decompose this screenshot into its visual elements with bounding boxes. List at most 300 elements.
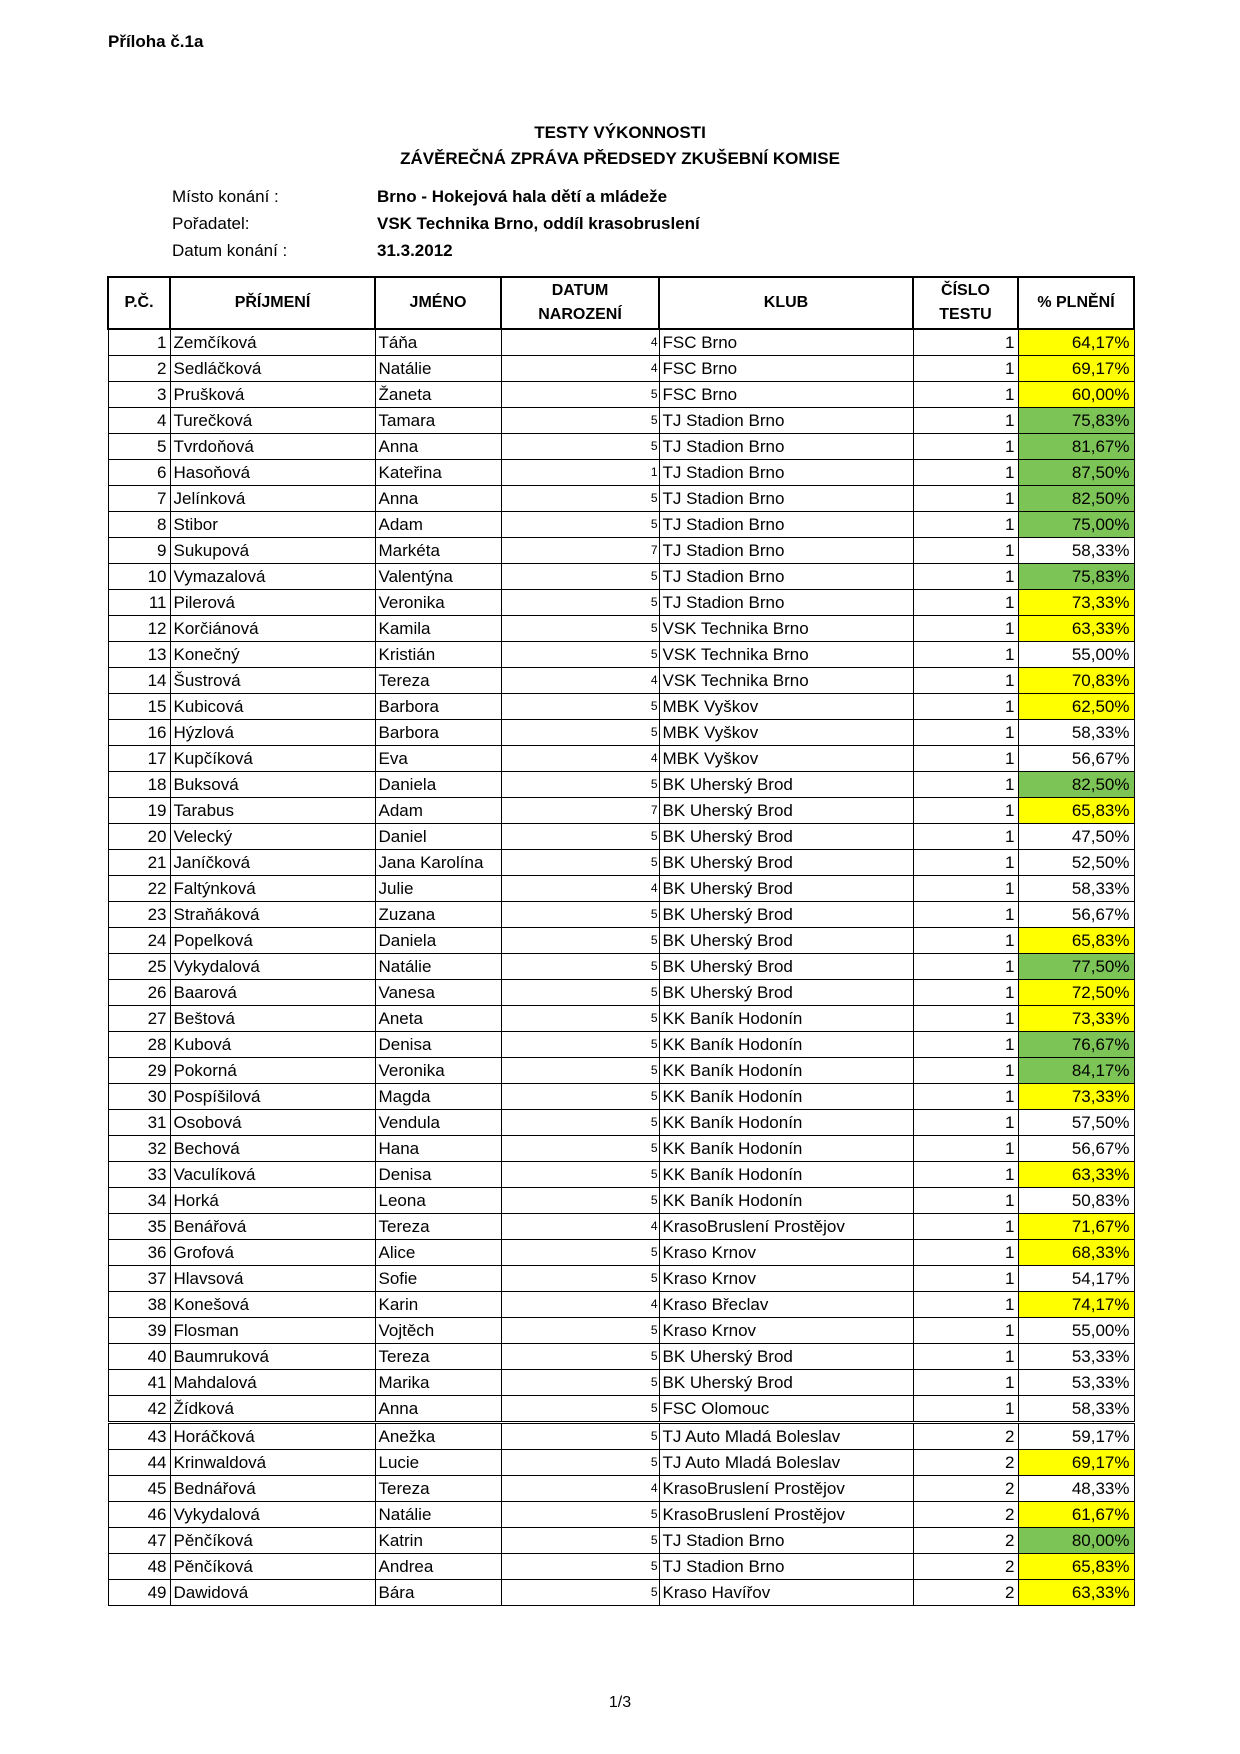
col-header-club: KLUB: [659, 277, 913, 329]
cell-number: 6: [108, 460, 170, 486]
cell-club: KK Baník Hodonín: [659, 1188, 913, 1214]
cell-number: 29: [108, 1058, 170, 1084]
cell-test: 1: [913, 564, 1018, 590]
cell-number: 31: [108, 1110, 170, 1136]
cell-name: Anežka: [375, 1423, 501, 1450]
table-row: [108, 329, 1134, 356]
table-row: [108, 434, 1134, 460]
cell-club: BK Uherský Brod: [659, 902, 913, 928]
cell-name: Leona: [375, 1188, 501, 1214]
cell-number: 35: [108, 1214, 170, 1240]
table-row: [108, 694, 1134, 720]
cell-club: TJ Stadion Brno: [659, 408, 913, 434]
cell-club: Kraso Krnov: [659, 1240, 913, 1266]
cell-test: 1: [913, 954, 1018, 980]
cell-number: 7: [108, 486, 170, 512]
cell-surname: Žídková: [170, 1396, 375, 1423]
cell-test: 1: [913, 1032, 1018, 1058]
cell-club: TJ Auto Mladá Boleslav: [659, 1423, 913, 1450]
cell-number: 25: [108, 954, 170, 980]
cell-club: BK Uherský Brod: [659, 954, 913, 980]
cell-club: BK Uherský Brod: [659, 1344, 913, 1370]
table-row: [108, 590, 1134, 616]
cell-pct: 82,50%: [1018, 772, 1134, 798]
cell-number: 20: [108, 824, 170, 850]
cell-dob: 5: [501, 1318, 659, 1344]
cell-number: 33: [108, 1162, 170, 1188]
cell-test: 1: [913, 850, 1018, 876]
table-row: [108, 850, 1134, 876]
table-row: [108, 1214, 1134, 1240]
cell-number: 17: [108, 746, 170, 772]
cell-test: 2: [913, 1528, 1018, 1554]
cell-club: MBK Vyškov: [659, 694, 913, 720]
cell-number: 11: [108, 590, 170, 616]
cell-surname: Pokorná: [170, 1058, 375, 1084]
table-body: [108, 329, 1134, 1606]
cell-dob: 5: [501, 642, 659, 668]
cell-number: 32: [108, 1136, 170, 1162]
cell-number: 18: [108, 772, 170, 798]
cell-club: BK Uherský Brod: [659, 850, 913, 876]
cell-club: VSK Technika Brno: [659, 616, 913, 642]
cell-pct: 63,33%: [1018, 1580, 1134, 1606]
cell-dob: 5: [501, 1528, 659, 1554]
cell-number: 14: [108, 668, 170, 694]
cell-surname: Tarabus: [170, 798, 375, 824]
cell-surname: Šustrová: [170, 668, 375, 694]
cell-club: BK Uherský Brod: [659, 772, 913, 798]
cell-test: 1: [913, 382, 1018, 408]
table-row: [108, 1006, 1134, 1032]
cell-test: 1: [913, 1396, 1018, 1423]
cell-dob: 4: [501, 1214, 659, 1240]
cell-pct: 73,33%: [1018, 590, 1134, 616]
cell-number: 16: [108, 720, 170, 746]
table-row: [108, 1528, 1134, 1554]
cell-dob: 5: [501, 902, 659, 928]
col-header-test: [913, 277, 1018, 329]
cell-dob: 5: [501, 1344, 659, 1370]
cell-pct: 65,83%: [1018, 1554, 1134, 1580]
cell-dob: 4: [501, 746, 659, 772]
table-row: [108, 1344, 1134, 1370]
meta-date: [172, 237, 700, 264]
table-row: [108, 1396, 1134, 1423]
cell-dob: 5: [501, 954, 659, 980]
table-row: [108, 720, 1134, 746]
cell-number: 19: [108, 798, 170, 824]
cell-number: 43: [108, 1423, 170, 1450]
cell-number: 42: [108, 1396, 170, 1423]
cell-pct: 64,17%: [1018, 329, 1134, 356]
meta-date-label: Datum konání :: [172, 241, 288, 260]
cell-surname: Velecký: [170, 824, 375, 850]
cell-test: 1: [913, 1162, 1018, 1188]
cell-dob: 5: [501, 1554, 659, 1580]
cell-name: Tereza: [375, 1344, 501, 1370]
cell-pct: 70,83%: [1018, 668, 1134, 694]
cell-test: 1: [913, 694, 1018, 720]
cell-test: 1: [913, 356, 1018, 382]
cell-club: KrasoBruslení Prostějov: [659, 1214, 913, 1240]
report-titles: [0, 120, 1240, 172]
cell-test: 1: [913, 980, 1018, 1006]
cell-pct: 84,17%: [1018, 1058, 1134, 1084]
cell-pct: 61,67%: [1018, 1502, 1134, 1528]
cell-pct: 58,33%: [1018, 1396, 1134, 1423]
page-number: 1/3: [608, 1694, 632, 1711]
cell-club: TJ Stadion Brno: [659, 590, 913, 616]
cell-club: VSK Technika Brno: [659, 668, 913, 694]
cell-dob: 5: [501, 720, 659, 746]
cell-surname: Krinwaldová: [170, 1450, 375, 1476]
cell-surname: Sukupová: [170, 538, 375, 564]
col-header-pct: % PLNĚNÍ: [1018, 277, 1134, 329]
cell-test: 1: [913, 902, 1018, 928]
cell-club: BK Uherský Brod: [659, 798, 913, 824]
cell-name: Tamara: [375, 408, 501, 434]
cell-club: BK Uherský Brod: [659, 1370, 913, 1396]
cell-dob: 4: [501, 668, 659, 694]
cell-club: FSC Brno: [659, 356, 913, 382]
cell-number: 47: [108, 1528, 170, 1554]
table-row: [108, 876, 1134, 902]
cell-test: 1: [913, 746, 1018, 772]
cell-test: 1: [913, 329, 1018, 356]
cell-number: 24: [108, 928, 170, 954]
cell-name: Aneta: [375, 1006, 501, 1032]
cell-pct: 48,33%: [1018, 1476, 1134, 1502]
col-header-name: JMÉNO: [375, 277, 501, 329]
cell-name: Anna: [375, 1396, 501, 1423]
cell-pct: 55,00%: [1018, 1318, 1134, 1344]
cell-surname: Flosman: [170, 1318, 375, 1344]
cell-club: VSK Technika Brno: [659, 642, 913, 668]
cell-name: Karin: [375, 1292, 501, 1318]
cell-name: Anna: [375, 486, 501, 512]
cell-surname: Turečková: [170, 408, 375, 434]
meta-place-label: Místo konání :: [172, 187, 279, 206]
cell-dob: 4: [501, 1476, 659, 1502]
cell-number: 28: [108, 1032, 170, 1058]
cell-test: 2: [913, 1580, 1018, 1606]
cell-number: 41: [108, 1370, 170, 1396]
cell-surname: Vymazalová: [170, 564, 375, 590]
cell-number: 10: [108, 564, 170, 590]
cell-surname: Faltýnková: [170, 876, 375, 902]
cell-surname: Hlavsová: [170, 1266, 375, 1292]
table-row: [108, 746, 1134, 772]
cell-club: FSC Brno: [659, 329, 913, 356]
cell-test: 1: [913, 668, 1018, 694]
meta-organizer-label: Pořadatel:: [172, 214, 250, 233]
cell-club: MBK Vyškov: [659, 720, 913, 746]
cell-test: 1: [913, 538, 1018, 564]
cell-surname: Hasoňová: [170, 460, 375, 486]
cell-name: Bára: [375, 1580, 501, 1606]
cell-pct: 80,00%: [1018, 1528, 1134, 1554]
cell-number: 30: [108, 1084, 170, 1110]
cell-surname: Kubová: [170, 1032, 375, 1058]
cell-name: Valentýna: [375, 564, 501, 590]
cell-dob: 5: [501, 1110, 659, 1136]
table-row: [108, 1188, 1134, 1214]
cell-pct: 76,67%: [1018, 1032, 1134, 1058]
cell-dob: 4: [501, 329, 659, 356]
cell-name: Kristián: [375, 642, 501, 668]
cell-number: 40: [108, 1344, 170, 1370]
cell-club: BK Uherský Brod: [659, 980, 913, 1006]
cell-pct: 58,33%: [1018, 876, 1134, 902]
table-row: [108, 1318, 1134, 1344]
table-row: [108, 954, 1134, 980]
meta-place-value: Brno - Hokejová hala dětí a mládeže: [377, 187, 668, 206]
cell-dob: 5: [501, 382, 659, 408]
cell-number: 4: [108, 408, 170, 434]
cell-name: Natálie: [375, 1502, 501, 1528]
cell-club: KrasoBruslení Prostějov: [659, 1476, 913, 1502]
col-header-dob-line2: NAROZENÍ: [538, 306, 622, 323]
cell-pct: 53,33%: [1018, 1370, 1134, 1396]
table-row: [108, 1450, 1134, 1476]
table-row: [108, 1292, 1134, 1318]
table-row: [108, 902, 1134, 928]
cell-dob: 5: [501, 928, 659, 954]
cell-pct: 62,50%: [1018, 694, 1134, 720]
cell-dob: 5: [501, 1162, 659, 1188]
cell-club: KK Baník Hodonín: [659, 1058, 913, 1084]
table-row: [108, 1032, 1134, 1058]
cell-club: KK Baník Hodonín: [659, 1162, 913, 1188]
cell-dob: 5: [501, 1370, 659, 1396]
cell-name: Jana Karolína: [375, 850, 501, 876]
cell-surname: Vykydalová: [170, 954, 375, 980]
cell-pct: 56,67%: [1018, 746, 1134, 772]
cell-pct: 56,67%: [1018, 902, 1134, 928]
cell-pct: 63,33%: [1018, 616, 1134, 642]
cell-test: 1: [913, 642, 1018, 668]
cell-dob: 5: [501, 1240, 659, 1266]
cell-club: BK Uherský Brod: [659, 876, 913, 902]
cell-dob: 5: [501, 1450, 659, 1476]
cell-surname: Beštová: [170, 1006, 375, 1032]
cell-number: 49: [108, 1580, 170, 1606]
cell-dob: 4: [501, 356, 659, 382]
cell-pct: 60,00%: [1018, 382, 1134, 408]
cell-number: 21: [108, 850, 170, 876]
cell-surname: Konešová: [170, 1292, 375, 1318]
cell-name: Natálie: [375, 954, 501, 980]
cell-pct: 56,67%: [1018, 1136, 1134, 1162]
cell-number: 2: [108, 356, 170, 382]
cell-dob: 4: [501, 1292, 659, 1318]
cell-name: Marika: [375, 1370, 501, 1396]
cell-surname: Janíčková: [170, 850, 375, 876]
cell-dob: 5: [501, 1188, 659, 1214]
cell-name: Andrea: [375, 1554, 501, 1580]
cell-surname: Straňáková: [170, 902, 375, 928]
cell-test: 1: [913, 616, 1018, 642]
cell-name: Lucie: [375, 1450, 501, 1476]
cell-name: Katrin: [375, 1528, 501, 1554]
cell-club: Kraso Krnov: [659, 1318, 913, 1344]
cell-surname: Popelková: [170, 928, 375, 954]
meta-organizer-value: VSK Technika Brno, oddíl krasobruslení: [377, 214, 700, 233]
cell-name: Barbora: [375, 720, 501, 746]
cell-dob: 5: [501, 772, 659, 798]
cell-test: 2: [913, 1423, 1018, 1450]
cell-name: Daniela: [375, 928, 501, 954]
cell-test: 1: [913, 1370, 1018, 1396]
table-row: [108, 798, 1134, 824]
table-row: [108, 980, 1134, 1006]
meta-block: [172, 183, 700, 264]
col-header-pc: P.Č.: [108, 277, 170, 329]
cell-test: 2: [913, 1450, 1018, 1476]
cell-number: 12: [108, 616, 170, 642]
cell-dob: 5: [501, 1502, 659, 1528]
cell-number: 36: [108, 1240, 170, 1266]
table-row: [108, 1476, 1134, 1502]
cell-surname: Konečný: [170, 642, 375, 668]
table-row: [108, 824, 1134, 850]
table-row: [108, 1266, 1134, 1292]
cell-surname: Stibor: [170, 512, 375, 538]
cell-pct: 47,50%: [1018, 824, 1134, 850]
cell-dob: 5: [501, 1266, 659, 1292]
cell-club: KK Baník Hodonín: [659, 1136, 913, 1162]
cell-surname: Prušková: [170, 382, 375, 408]
cell-pct: 72,50%: [1018, 980, 1134, 1006]
cell-club: KK Baník Hodonín: [659, 1084, 913, 1110]
cell-name: Veronika: [375, 590, 501, 616]
cell-surname: Pěnčíková: [170, 1554, 375, 1580]
cell-name: Vendula: [375, 1110, 501, 1136]
cell-test: 1: [913, 486, 1018, 512]
col-header-surname: PŘÍJMENÍ: [170, 277, 375, 329]
cell-test: 1: [913, 1058, 1018, 1084]
table-row: [108, 408, 1134, 434]
cell-test: 1: [913, 1240, 1018, 1266]
cell-pct: 75,83%: [1018, 564, 1134, 590]
cell-test: 1: [913, 1136, 1018, 1162]
cell-number: 48: [108, 1554, 170, 1580]
cell-pct: 77,50%: [1018, 954, 1134, 980]
cell-number: 8: [108, 512, 170, 538]
table-row: [108, 772, 1134, 798]
table-row: [108, 616, 1134, 642]
cell-pct: 73,33%: [1018, 1006, 1134, 1032]
cell-pct: 69,17%: [1018, 1450, 1134, 1476]
cell-name: Tereza: [375, 668, 501, 694]
meta-date-value: 31.3.2012: [377, 241, 453, 260]
cell-club: TJ Stadion Brno: [659, 538, 913, 564]
cell-name: Hana: [375, 1136, 501, 1162]
cell-surname: Jelínková: [170, 486, 375, 512]
cell-number: 5: [108, 434, 170, 460]
cell-name: Adam: [375, 512, 501, 538]
cell-name: Zuzana: [375, 902, 501, 928]
cell-name: Kateřina: [375, 460, 501, 486]
cell-surname: Korčiánová: [170, 616, 375, 642]
cell-dob: 5: [501, 1580, 659, 1606]
cell-test: 1: [913, 512, 1018, 538]
cell-number: 45: [108, 1476, 170, 1502]
cell-dob: 5: [501, 980, 659, 1006]
cell-test: 1: [913, 928, 1018, 954]
cell-number: 34: [108, 1188, 170, 1214]
cell-club: TJ Stadion Brno: [659, 460, 913, 486]
cell-name: Žaneta: [375, 382, 501, 408]
cell-dob: 5: [501, 512, 659, 538]
cell-name: Adam: [375, 798, 501, 824]
cell-surname: Vaculíková: [170, 1162, 375, 1188]
cell-number: 3: [108, 382, 170, 408]
cell-surname: Baumruková: [170, 1344, 375, 1370]
cell-dob: 7: [501, 798, 659, 824]
table-row: [108, 512, 1134, 538]
cell-test: 1: [913, 798, 1018, 824]
col-header-dob: [501, 277, 659, 329]
cell-pct: 59,17%: [1018, 1423, 1134, 1450]
table-row: [108, 642, 1134, 668]
cell-surname: Osobová: [170, 1110, 375, 1136]
cell-name: Sofie: [375, 1266, 501, 1292]
table-row: [108, 668, 1134, 694]
cell-dob: 5: [501, 694, 659, 720]
cell-dob: 5: [501, 1136, 659, 1162]
cell-number: 9: [108, 538, 170, 564]
cell-name: Julie: [375, 876, 501, 902]
cell-club: BK Uherský Brod: [659, 824, 913, 850]
cell-club: BK Uherský Brod: [659, 928, 913, 954]
cell-name: Tereza: [375, 1476, 501, 1502]
cell-test: 1: [913, 772, 1018, 798]
cell-test: 1: [913, 434, 1018, 460]
table-row: [108, 1502, 1134, 1528]
cell-test: 1: [913, 1188, 1018, 1214]
cell-surname: Kupčíková: [170, 746, 375, 772]
cell-club: MBK Vyškov: [659, 746, 913, 772]
cell-pct: 74,17%: [1018, 1292, 1134, 1318]
cell-dob: 5: [501, 590, 659, 616]
cell-name: Daniel: [375, 824, 501, 850]
cell-dob: 1: [501, 460, 659, 486]
cell-pct: 65,83%: [1018, 928, 1134, 954]
results-table: [107, 276, 1135, 1606]
cell-club: TJ Stadion Brno: [659, 486, 913, 512]
cell-dob: 5: [501, 1396, 659, 1423]
table-row: [108, 1058, 1134, 1084]
cell-surname: Benářová: [170, 1214, 375, 1240]
cell-surname: Pěnčíková: [170, 1528, 375, 1554]
cell-dob: 5: [501, 486, 659, 512]
cell-name: Barbora: [375, 694, 501, 720]
cell-test: 1: [913, 460, 1018, 486]
cell-name: Denisa: [375, 1032, 501, 1058]
cell-surname: Mahdalová: [170, 1370, 375, 1396]
cell-test: 1: [913, 1318, 1018, 1344]
cell-pct: 65,83%: [1018, 798, 1134, 824]
cell-pct: 54,17%: [1018, 1266, 1134, 1292]
cell-club: TJ Auto Mladá Boleslav: [659, 1450, 913, 1476]
cell-name: Vojtěch: [375, 1318, 501, 1344]
cell-number: 22: [108, 876, 170, 902]
col-header-test-line1: ČÍSLO: [941, 282, 990, 299]
cell-pct: 58,33%: [1018, 720, 1134, 746]
table-row: [108, 1084, 1134, 1110]
